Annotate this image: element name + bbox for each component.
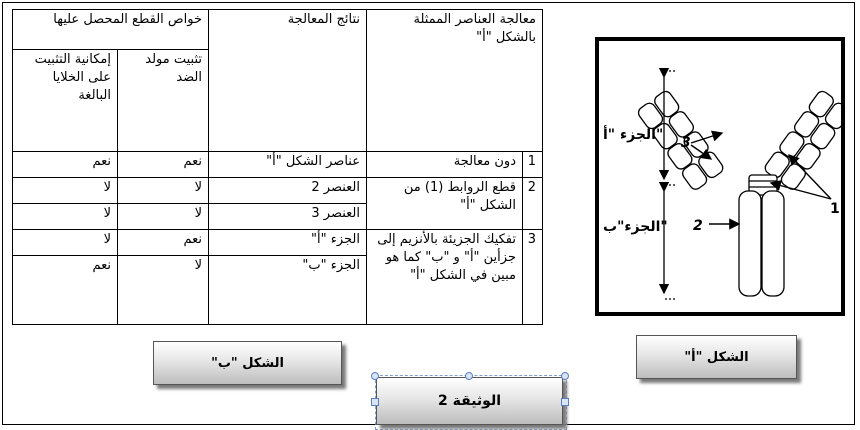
header-results: نتائج المعالجة (209, 10, 367, 152)
header-properties: خواص القطع المحصل عليها (13, 10, 209, 50)
row-treatment: قطع الروابط (1) من الشكل "أ" (367, 178, 523, 230)
label-3: 3 (681, 135, 691, 151)
resize-handle[interactable] (561, 372, 569, 380)
row-number: 1 (523, 152, 543, 178)
label-part-b: الجزء"ب" (603, 219, 668, 235)
row-result: عناصر الشكل "أ" (209, 152, 367, 178)
caption-document[interactable]: الوثيقة 2 (376, 377, 563, 425)
row-antigen: نعم (118, 152, 209, 178)
row-treatment: دون معالجة (367, 152, 523, 178)
header-treatment: معالجة العناصر الممثلة بالشكل "أ" (367, 10, 543, 152)
row-antigen: لا (118, 204, 209, 230)
results-table (12, 9, 543, 325)
resize-handle[interactable] (561, 398, 569, 406)
row-antigen: لا (118, 256, 209, 325)
label-1: 1 (830, 201, 840, 217)
row-result: الجزء "ب" (209, 256, 367, 325)
caption-figure-b: الشكل "ب" (153, 341, 342, 385)
row-cells: نعم (13, 256, 118, 325)
label-2: 2 (693, 218, 703, 234)
row-result: الجزء "أ" (209, 230, 367, 256)
row-treatment: تفكيك الجزيئة بالأنزيم إلى جزأين "أ" و "ب" كما هو مبين في الشكل "أ" (367, 230, 523, 325)
row-result: العنصر 2 (209, 178, 367, 204)
header-fix-cells: إمكانية التثبيت على الخلايا البالغة (13, 50, 118, 152)
row-result: العنصر 3 (209, 204, 367, 230)
caption-figure-a: الشكل "أ" (636, 335, 797, 379)
resize-handle[interactable] (371, 398, 379, 406)
row-cells: لا (13, 230, 118, 256)
label-part-a: الجزء "أ" (603, 127, 664, 143)
antibody-figure (595, 37, 845, 316)
antibody-diagram (599, 41, 841, 312)
row-cells: نعم (13, 152, 118, 178)
row-number: 3 (523, 230, 543, 325)
row-antigen: لا (118, 178, 209, 204)
row-cells: لا (13, 204, 118, 230)
row-antigen: نعم (118, 230, 209, 256)
resize-handle[interactable] (465, 372, 473, 380)
row-number: 2 (523, 178, 543, 230)
header-fix-antigen: تثبيت مولد الضد (118, 50, 209, 152)
resize-handle[interactable] (371, 372, 379, 380)
row-cells: لا (13, 178, 118, 204)
